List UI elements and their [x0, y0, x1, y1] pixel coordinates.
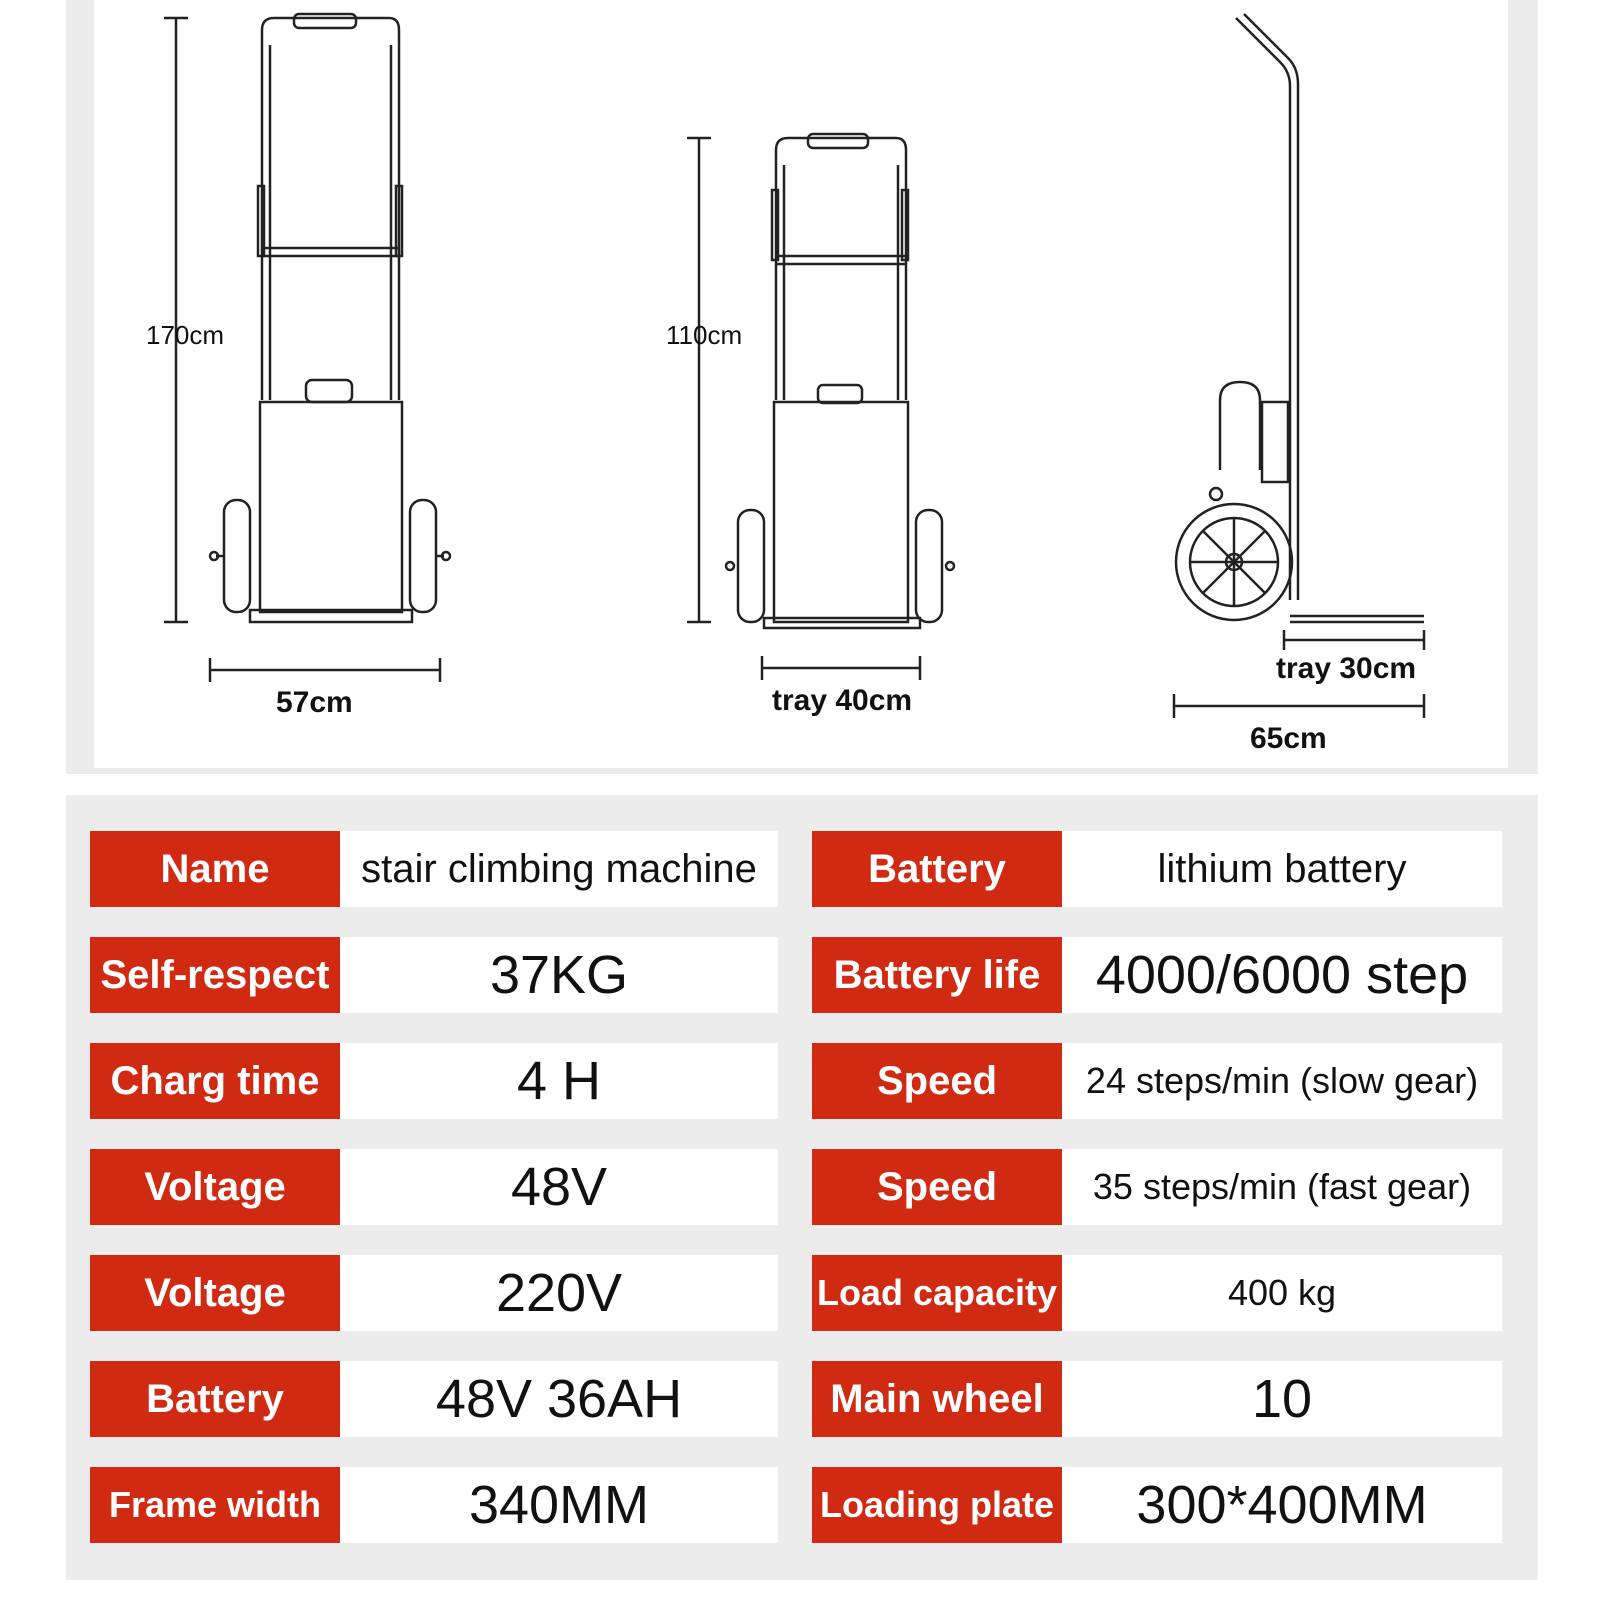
spec-value-battery: 48V 36AH [340, 1361, 778, 1437]
folded-view-drawing [726, 134, 954, 628]
spec-label-speed-fast: Speed [812, 1149, 1062, 1225]
spec-value-weight: 37KG [340, 937, 778, 1013]
side-view-drawing [1176, 14, 1424, 622]
front-view-drawing [210, 14, 450, 622]
spec-value-charge-time: 4 H [340, 1043, 778, 1119]
spec-label-voltage-2: Voltage [90, 1255, 340, 1331]
spec-label-loading-plate: Loading plate [812, 1467, 1062, 1543]
spec-label-battery-type: Battery [812, 831, 1062, 907]
spec-label-voltage-1: Voltage [90, 1149, 340, 1225]
spec-table [66, 795, 1538, 1580]
spec-value-battery-type: lithium battery [1062, 831, 1502, 907]
front-width-label: 57cm [276, 686, 353, 719]
spec-value-load-capacity: 400 kg [1062, 1255, 1502, 1331]
spec-value-battery-life: 4000/6000 step [1062, 937, 1502, 1013]
spec-value-voltage-1: 48V [340, 1149, 778, 1225]
folded-tray-label: tray 40cm [772, 684, 913, 717]
spec-value-main-wheel: 10 [1062, 1361, 1502, 1437]
spec-value-frame-width: 340MM [340, 1467, 778, 1543]
spec-value-speed-slow: 24 steps/min (slow gear) [1062, 1043, 1502, 1119]
folded-height-label: 110cm [666, 320, 743, 350]
spec-label-battery: Battery [90, 1361, 340, 1437]
diagram-canvas [94, 0, 1508, 768]
spec-label-name: Name [90, 831, 340, 907]
spec-value-name: stair climbing machine [340, 831, 778, 907]
spec-label-charge-time: Charg time [90, 1043, 340, 1119]
spec-value-loading-plate: 300*400MM [1062, 1467, 1502, 1543]
spec-label-main-wheel: Main wheel [812, 1361, 1062, 1437]
spec-value-speed-fast: 35 steps/min (fast gear) [1062, 1149, 1502, 1225]
side-length-label: 65cm [1250, 722, 1327, 755]
side-tray-label: tray 30cm [1276, 652, 1417, 685]
spec-label-battery-life: Battery life [812, 937, 1062, 1013]
spec-label-speed-slow: Speed [812, 1043, 1062, 1119]
spec-label-weight: Self-respect [90, 937, 340, 1013]
front-height-label: 170cm [146, 320, 225, 350]
spec-label-load-capacity: Load capacity [812, 1255, 1062, 1331]
spec-value-voltage-2: 220V [340, 1255, 778, 1331]
spec-label-frame-width: Frame width [90, 1467, 340, 1543]
